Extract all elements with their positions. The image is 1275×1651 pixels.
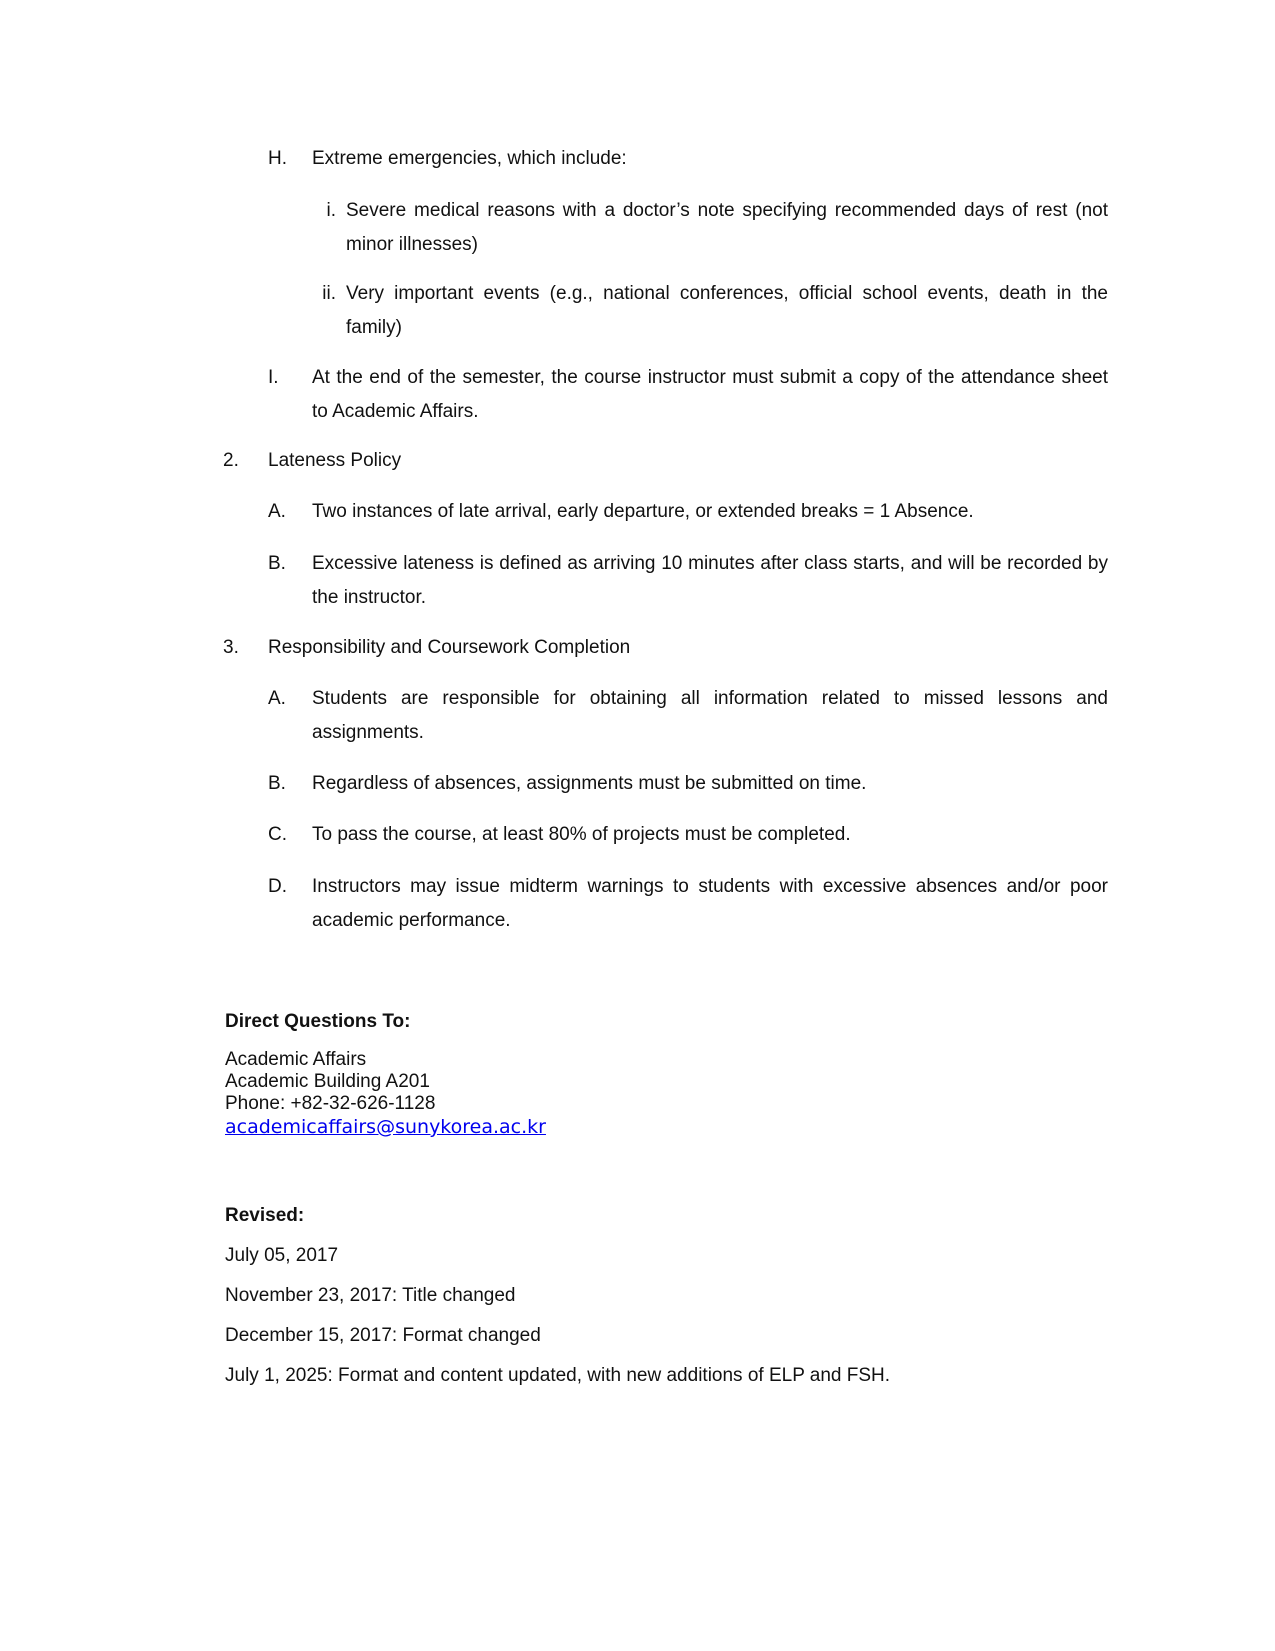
list-text: Instructors may issue midterm warnings to students with excessive absences and/or poor academic performance. [312,876,1108,931]
contact-office: Academic Affairs [225,1049,367,1070]
list-item-3a [268,682,1108,750]
section-number: 3. [223,637,239,658]
list-marker: B. [268,773,286,794]
section-title: Responsibility and Coursework Completion [268,637,631,658]
list-item-i [268,361,1108,429]
list-item-3b [268,767,1108,801]
list-marker: ii. [322,283,336,304]
list-text: To pass the course, at least 80% of projects must be completed. [312,824,851,845]
list-marker: A. [268,688,286,709]
list-marker: D. [268,876,287,897]
list-marker: C. [268,824,287,845]
revision-entry: November 23, 2017: Title changed [225,1285,516,1306]
list-item-2a [268,495,1108,529]
contact-phone: Phone: +82-32-626-1128 [225,1093,436,1114]
revision-entry: July 1, 2025: Format and content updated, with new additions of ELP and FSH. [225,1365,891,1386]
section-title: Lateness Policy [268,450,402,471]
list-text: Excessive lateness is defined as arriving 10 minutes after class starts, and will be recorded by the instructor. [312,553,1108,608]
list-marker: H. [268,148,287,169]
list-marker: I. [268,367,279,388]
revision-entry: July 05, 2017 [225,1245,339,1266]
list-item-h-ii [310,277,1108,345]
section-responsibility [223,631,1108,665]
list-text: Very important events (e.g., national conferences, official school events, death in the family) [346,283,1108,338]
list-marker: B. [268,553,286,574]
contact-email-link[interactable]: academicaffairs@sunykorea.ac.kr [225,1116,546,1138]
list-text: At the end of the semester, the course instructor must submit a copy of the attendance sheet to Academic Affairs. [312,367,1108,422]
list-item-3c [268,818,1108,852]
list-marker: A. [268,501,286,522]
section-lateness-policy [223,444,1108,478]
list-item-h [268,142,1108,176]
revised-heading: Revised: [225,1205,305,1226]
contact-building: Academic Building A201 [225,1071,430,1092]
section-number: 2. [223,450,239,471]
list-marker: i. [326,200,336,221]
list-text: Extreme emergencies, which include: [312,148,627,169]
contact-heading: Direct Questions To: [225,1011,411,1032]
list-text: Regardless of absences, assignments must be submitted on time. [312,773,867,794]
list-text: Two instances of late arrival, early departure, or extended breaks = 1 Absence. [312,501,974,522]
list-text: Severe medical reasons with a doctor’s note specifying recommended days of rest (not minor illnesses) [346,200,1108,255]
list-item-2b [268,547,1108,615]
list-item-h-i [310,194,1108,262]
list-item-3d [268,870,1108,938]
revision-entry: December 15, 2017: Format changed [225,1325,541,1346]
list-text: Students are responsible for obtaining all information related to missed lessons and assignments. [312,688,1108,743]
contact-email-row [225,1116,546,1139]
